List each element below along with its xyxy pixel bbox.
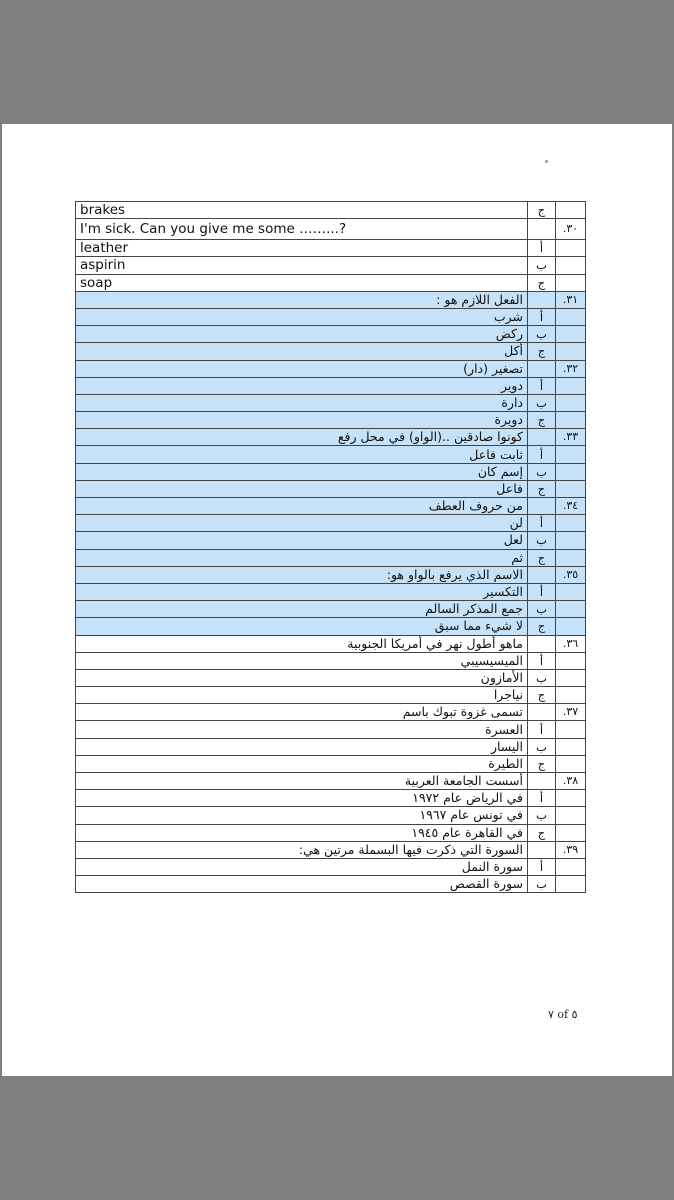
question-text: ماهو أطول نهر في أمريكا الجنوبية: [76, 635, 528, 652]
option-row: [76, 807, 586, 824]
option-row: [76, 790, 586, 807]
option-letter: ب: [528, 532, 556, 549]
option-text: العسرة: [76, 721, 528, 738]
option-letter: ج: [528, 549, 556, 566]
option-letter: ب: [528, 807, 556, 824]
question-number: [556, 721, 586, 738]
option-text: في تونس عام ١٩٦٧: [76, 807, 528, 824]
option-row: [76, 721, 586, 738]
option-letter: ج: [528, 412, 556, 429]
option-text: أكل: [76, 343, 528, 360]
option-text: لن: [76, 515, 528, 532]
option-row: [76, 240, 586, 257]
question-number: [556, 463, 586, 480]
question-row: [76, 841, 586, 858]
option-text: سورة القصص: [76, 876, 528, 893]
option-letter: [528, 291, 556, 308]
option-letter: أ: [528, 515, 556, 532]
question-row: [76, 219, 586, 240]
question-number: ٣٧.: [556, 704, 586, 721]
option-text: في الرياض عام ١٩٧٢: [76, 790, 528, 807]
option-text: الطيرة: [76, 755, 528, 772]
question-number: [556, 824, 586, 841]
question-row: [76, 635, 586, 652]
question-number: [556, 738, 586, 755]
option-letter: [528, 635, 556, 652]
question-number: [556, 790, 586, 807]
option-text: إسم كان: [76, 463, 528, 480]
question-number: ٣٣.: [556, 429, 586, 446]
option-letter: أ: [528, 308, 556, 325]
question-number: ٣٢.: [556, 360, 586, 377]
option-row: [76, 532, 586, 549]
option-letter: ب: [528, 601, 556, 618]
question-number: [556, 308, 586, 325]
question-number: ٣٠.: [556, 219, 586, 240]
option-letter: أ: [528, 858, 556, 875]
option-letter: [528, 360, 556, 377]
option-letter: ب: [528, 876, 556, 893]
option-row: [76, 308, 586, 325]
option-text: ثابت فاعل: [76, 446, 528, 463]
question-text: السورة التي ذكرت فيها البسملة مرتين هي:: [76, 841, 528, 858]
question-text: تسمى غزوة تبوك باسم: [76, 704, 528, 721]
option-text: سورة النمل: [76, 858, 528, 875]
option-letter: ج: [528, 824, 556, 841]
question-number: ٣٨.: [556, 773, 586, 790]
option-row: [76, 202, 586, 219]
question-row: [76, 291, 586, 308]
question-number: ٣١.: [556, 291, 586, 308]
option-letter: [528, 773, 556, 790]
question-number: [556, 240, 586, 257]
question-number: [556, 257, 586, 274]
option-text: دارة: [76, 394, 528, 411]
option-row: [76, 326, 586, 343]
option-row: [76, 583, 586, 600]
option-letter: أ: [528, 377, 556, 394]
question-number: [556, 583, 586, 600]
option-letter: ج: [528, 480, 556, 497]
option-text: leather: [76, 240, 528, 257]
question-number: ٣٤.: [556, 498, 586, 515]
question-number: [556, 669, 586, 686]
option-row: [76, 618, 586, 635]
option-text: ركض: [76, 326, 528, 343]
option-letter: أ: [528, 790, 556, 807]
question-number: [556, 446, 586, 463]
option-text: التكسير: [76, 583, 528, 600]
question-number: ٣٩.: [556, 841, 586, 858]
option-row: [76, 687, 586, 704]
option-text: الأمازون: [76, 669, 528, 686]
option-letter: أ: [528, 652, 556, 669]
page-number: ٧ of ٥: [548, 1008, 578, 1021]
question-number: [556, 202, 586, 219]
question-row: [76, 566, 586, 583]
question-number: [556, 807, 586, 824]
option-row: [76, 257, 586, 274]
question-number: ٣٥.: [556, 566, 586, 583]
question-row: [76, 498, 586, 515]
option-letter: أ: [528, 446, 556, 463]
option-row: [76, 480, 586, 497]
question-number: [556, 687, 586, 704]
option-row: [76, 669, 586, 686]
option-letter: أ: [528, 721, 556, 738]
question-number: [556, 480, 586, 497]
option-letter: ب: [528, 326, 556, 343]
question-number: [556, 412, 586, 429]
option-text: شرب: [76, 308, 528, 325]
question-number: [556, 515, 586, 532]
option-letter: أ: [528, 583, 556, 600]
option-row: [76, 738, 586, 755]
option-text: لا شيء مما سبق: [76, 618, 528, 635]
option-row: [76, 876, 586, 893]
question-number: [556, 343, 586, 360]
option-row: [76, 463, 586, 480]
question-number: [556, 876, 586, 893]
question-number: [556, 377, 586, 394]
option-letter: ج: [528, 343, 556, 360]
option-letter: ج: [528, 274, 556, 291]
option-text: ثم: [76, 549, 528, 566]
option-text: جمع المذكر السالم: [76, 601, 528, 618]
option-row: [76, 394, 586, 411]
option-row: [76, 549, 586, 566]
option-text: فاعل: [76, 480, 528, 497]
option-text: soap: [76, 274, 528, 291]
question-text: كونوا صادقين ..(الواو) في محل رفع: [76, 429, 528, 446]
option-row: [76, 652, 586, 669]
option-text: نياجرا: [76, 687, 528, 704]
question-row: [76, 704, 586, 721]
question-number: [556, 858, 586, 875]
question-text: من حروف العطف: [76, 498, 528, 515]
option-letter: ب: [528, 738, 556, 755]
option-letter: [528, 429, 556, 446]
question-row: [76, 360, 586, 377]
option-text: الميسيسيبي: [76, 652, 528, 669]
question-number: [556, 274, 586, 291]
option-letter: ج: [528, 618, 556, 635]
option-row: [76, 824, 586, 841]
option-text: لعل: [76, 532, 528, 549]
question-number: [556, 601, 586, 618]
option-row: [76, 858, 586, 875]
question-number: ٣٦.: [556, 635, 586, 652]
option-letter: ب: [528, 394, 556, 411]
option-letter: [528, 498, 556, 515]
option-letter: ب: [528, 669, 556, 686]
question-row: [76, 773, 586, 790]
option-letter: أ: [528, 240, 556, 257]
question-number: [556, 394, 586, 411]
option-letter: ج: [528, 687, 556, 704]
question-text: أسست الجامعة العربية: [76, 773, 528, 790]
option-row: [76, 446, 586, 463]
option-letter: [528, 566, 556, 583]
option-row: [76, 601, 586, 618]
option-text: aspirin: [76, 257, 528, 274]
option-letter: [528, 841, 556, 858]
option-text: دوير: [76, 377, 528, 394]
question-number: [556, 652, 586, 669]
question-table: [75, 201, 586, 893]
option-letter: [528, 704, 556, 721]
question-number: [556, 326, 586, 343]
question-text: الاسم الذي يرفع بالواو هو:: [76, 566, 528, 583]
option-row: [76, 515, 586, 532]
option-row: [76, 343, 586, 360]
option-letter: ج: [528, 755, 556, 772]
option-row: [76, 755, 586, 772]
question-row: [76, 429, 586, 446]
option-letter: ب: [528, 463, 556, 480]
option-letter: [528, 219, 556, 240]
option-letter: ج: [528, 202, 556, 219]
page-speck: [545, 160, 548, 163]
question-number: [556, 618, 586, 635]
question-number: [556, 755, 586, 772]
option-row: [76, 412, 586, 429]
option-text: في القاهرة عام ١٩٤٥: [76, 824, 528, 841]
question-text: تصغير (دار): [76, 360, 528, 377]
question-text: الفعل اللازم هو :: [76, 291, 528, 308]
option-letter: ب: [528, 257, 556, 274]
question-number: [556, 532, 586, 549]
question-number: [556, 549, 586, 566]
option-row: [76, 377, 586, 394]
question-text: I'm sick. Can you give me some ……...?: [76, 219, 528, 240]
option-text: brakes: [76, 202, 528, 219]
option-row: [76, 274, 586, 291]
option-text: دويرة: [76, 412, 528, 429]
option-text: اليسار: [76, 738, 528, 755]
